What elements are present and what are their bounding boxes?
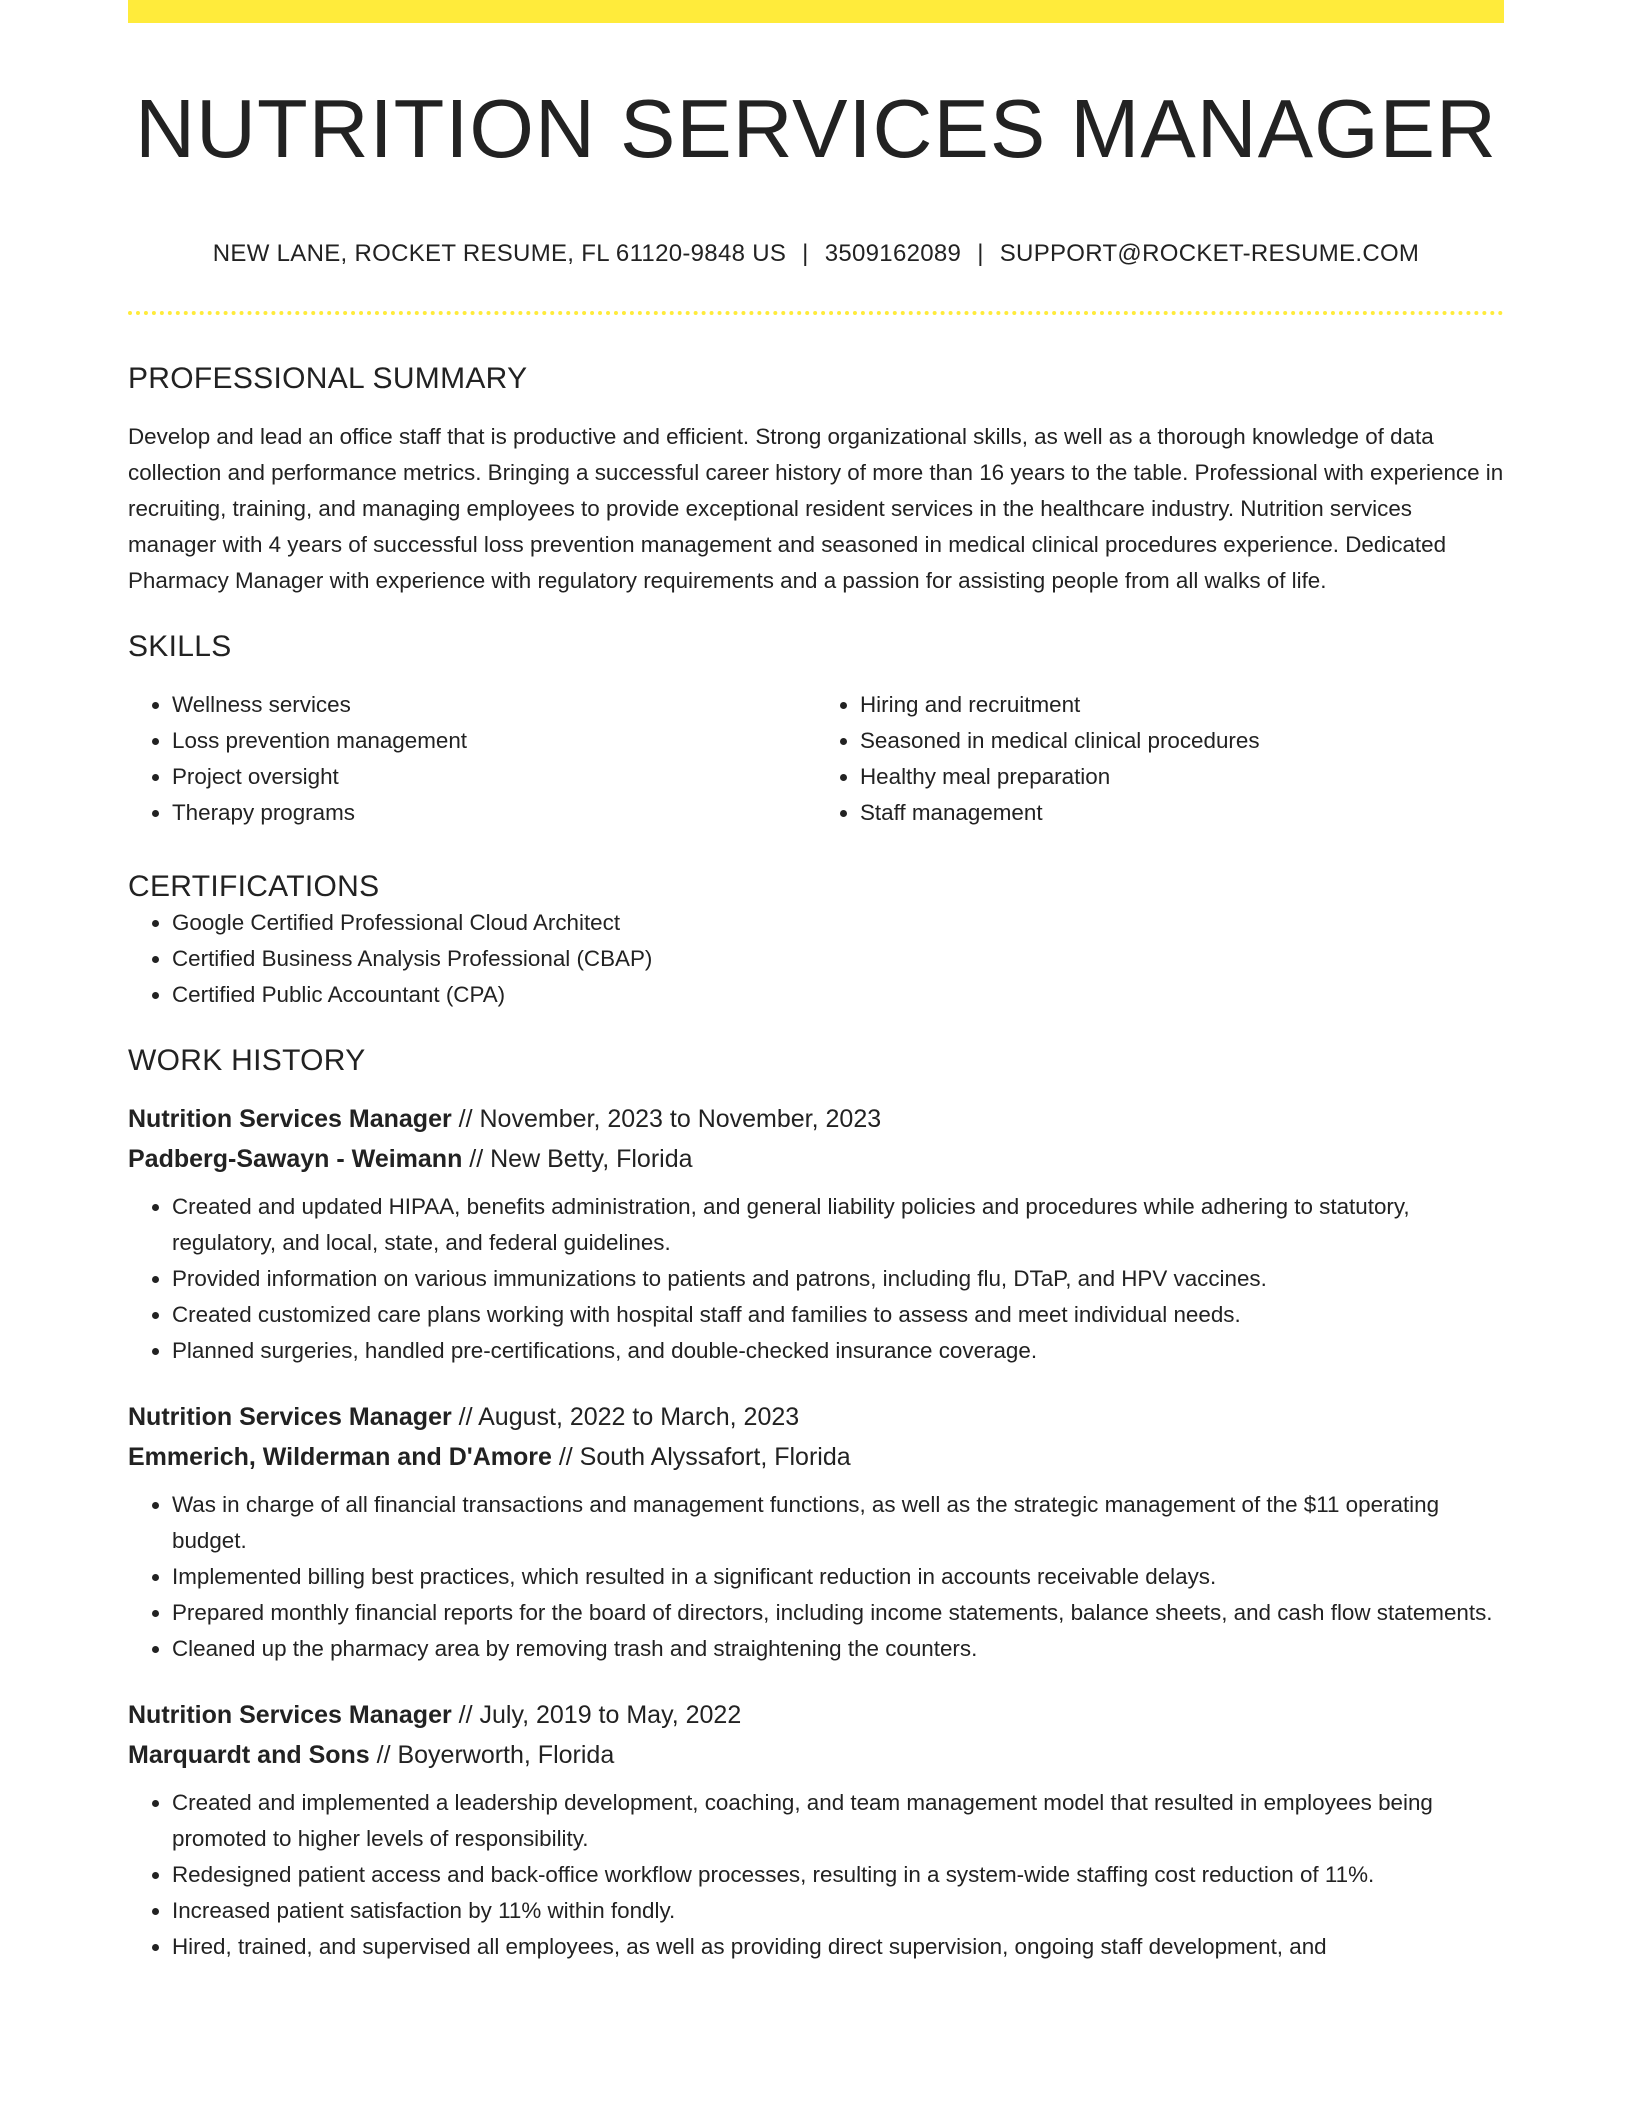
skill-item: • Loss prevention management bbox=[172, 723, 816, 759]
job-title-line bbox=[128, 1099, 1504, 1139]
contact-email: SUPPORT@ROCKET-RESUME.COM bbox=[999, 240, 1420, 268]
top-accent-bar bbox=[128, 0, 1504, 23]
job-duty: • Implemented billing best practices, which resulted in a significant reduction in accounts receivable delays. bbox=[172, 1559, 1504, 1595]
job-dates: // July, 2019 to May, 2022 bbox=[451, 1701, 742, 1730]
skill-item: • Therapy programs bbox=[172, 795, 816, 831]
summary-text: Develop and lead an office staff that is productive and efficient. Strong organizational skills, as well as a thorough knowledge of data collection and performance metrics. Bringing a successful career history of more than 16 years to the table. Professional with experience in recruiting, training, and managing employees to provide exceptional resident services in the healthcare industry. Nutrition services manager with 4 years of successful loss prevention management and seasoned in medical clinical procedures experience. Dedicated Pharmacy Manager with experience with regulatory requirements and a passion for assisting people from all walks of life. bbox=[128, 424, 1504, 594]
job-duty: • Cleaned up the pharmacy area by removing trash and straightening the counters. bbox=[172, 1631, 1504, 1667]
job-duty: • Redesigned patient access and back-office workflow processes, resulting in a system-wide staffing cost reduction of 11%. bbox=[172, 1857, 1504, 1893]
job-entry bbox=[128, 1099, 1504, 1369]
job-duty: • Was in charge of all financial transactions and management functions, as well as the strategic management of the $11 operating budget. bbox=[172, 1487, 1504, 1559]
skill-item: • Hiring and recruitment bbox=[860, 687, 1504, 723]
job-duties-list bbox=[128, 1785, 1504, 1965]
job-duty: • Planned surgeries, handled pre-certifications, and double-checked insurance coverage. bbox=[172, 1333, 1504, 1369]
job-company: Padberg-Sawayn - Weimann bbox=[128, 1145, 463, 1174]
summary-heading: PROFESSIONAL SUMMARY bbox=[128, 362, 528, 396]
contact-phone: 3509162089 bbox=[824, 240, 962, 268]
job-location: // South Alyssafort, Florida bbox=[551, 1443, 851, 1472]
job-duties-list bbox=[128, 1189, 1504, 1369]
skills-column-left bbox=[128, 687, 816, 831]
job-duty: • Hired, trained, and supervised all employees, as well as providing direct supervision, ongoing staff development, and bbox=[172, 1929, 1504, 1965]
job-location: // Boyerworth, Florida bbox=[369, 1741, 615, 1770]
contact-separator: | bbox=[977, 240, 984, 268]
resume-title: NUTRITION SERVICES MANAGER bbox=[135, 82, 1497, 175]
resume-page bbox=[128, 0, 1504, 1965]
work-history-heading: WORK HISTORY bbox=[128, 1044, 366, 1078]
skills-column-right bbox=[816, 687, 1504, 831]
job-company-line bbox=[128, 1139, 1504, 1179]
job-duty: • Increased patient satisfaction by 11% within fondly. bbox=[172, 1893, 1504, 1929]
certifications-list bbox=[128, 905, 1504, 1013]
certifications-heading: CERTIFICATIONS bbox=[128, 870, 380, 904]
job-company: Emmerich, Wilderman and D'Amore bbox=[128, 1443, 552, 1472]
dotted-divider bbox=[128, 311, 1504, 315]
skill-item: • Project oversight bbox=[172, 759, 816, 795]
job-title-line bbox=[128, 1397, 1504, 1437]
job-dates: // November, 2023 to November, 2023 bbox=[451, 1105, 882, 1134]
job-location: // New Betty, Florida bbox=[462, 1145, 693, 1174]
job-dates: // August, 2022 to March, 2023 bbox=[451, 1403, 800, 1432]
certification-item: • Certified Public Accountant (CPA) bbox=[172, 977, 1504, 1013]
job-company-line bbox=[128, 1735, 1504, 1775]
job-title-line bbox=[128, 1695, 1504, 1735]
skill-item: • Wellness services bbox=[172, 687, 816, 723]
contact-separator: | bbox=[802, 240, 809, 268]
skill-item: • Staff management bbox=[860, 795, 1504, 831]
contact-line bbox=[128, 240, 1504, 269]
job-role: Nutrition Services Manager bbox=[128, 1701, 452, 1730]
job-duties-list bbox=[128, 1487, 1504, 1667]
skill-item: • Seasoned in medical clinical procedures bbox=[860, 723, 1504, 759]
job-company-line bbox=[128, 1437, 1504, 1477]
skills-list bbox=[128, 687, 1504, 831]
job-entry bbox=[128, 1695, 1504, 1965]
job-company: Marquardt and Sons bbox=[128, 1741, 370, 1770]
contact-address: NEW LANE, ROCKET RESUME, FL 61120-9848 US bbox=[212, 240, 787, 268]
job-role: Nutrition Services Manager bbox=[128, 1403, 452, 1432]
certification-item: • Certified Business Analysis Professional (CBAP) bbox=[172, 941, 1504, 977]
job-duty: • Created customized care plans working with hospital staff and families to assess and meet individual needs. bbox=[172, 1297, 1504, 1333]
job-entry bbox=[128, 1397, 1504, 1667]
certification-item: • Google Certified Professional Cloud Architect bbox=[172, 905, 1504, 941]
skill-item: • Healthy meal preparation bbox=[860, 759, 1504, 795]
skills-heading: SKILLS bbox=[128, 630, 232, 664]
job-duty: • Provided information on various immunizations to patients and patrons, including flu, DTaP, and HPV vaccines. bbox=[172, 1261, 1504, 1297]
job-duty: • Prepared monthly financial reports for the board of directors, including income statements, balance sheets, and cash flow statements. bbox=[172, 1595, 1504, 1631]
job-duty: • Created and implemented a leadership development, coaching, and team management model that resulted in employees being promoted to higher levels of responsibility. bbox=[172, 1785, 1504, 1857]
job-duty: • Created and updated HIPAA, benefits administration, and general liability policies and procedures while adhering to statutory, regulatory, and local, state, and federal guidelines. bbox=[172, 1189, 1504, 1261]
job-role: Nutrition Services Manager bbox=[128, 1105, 452, 1134]
